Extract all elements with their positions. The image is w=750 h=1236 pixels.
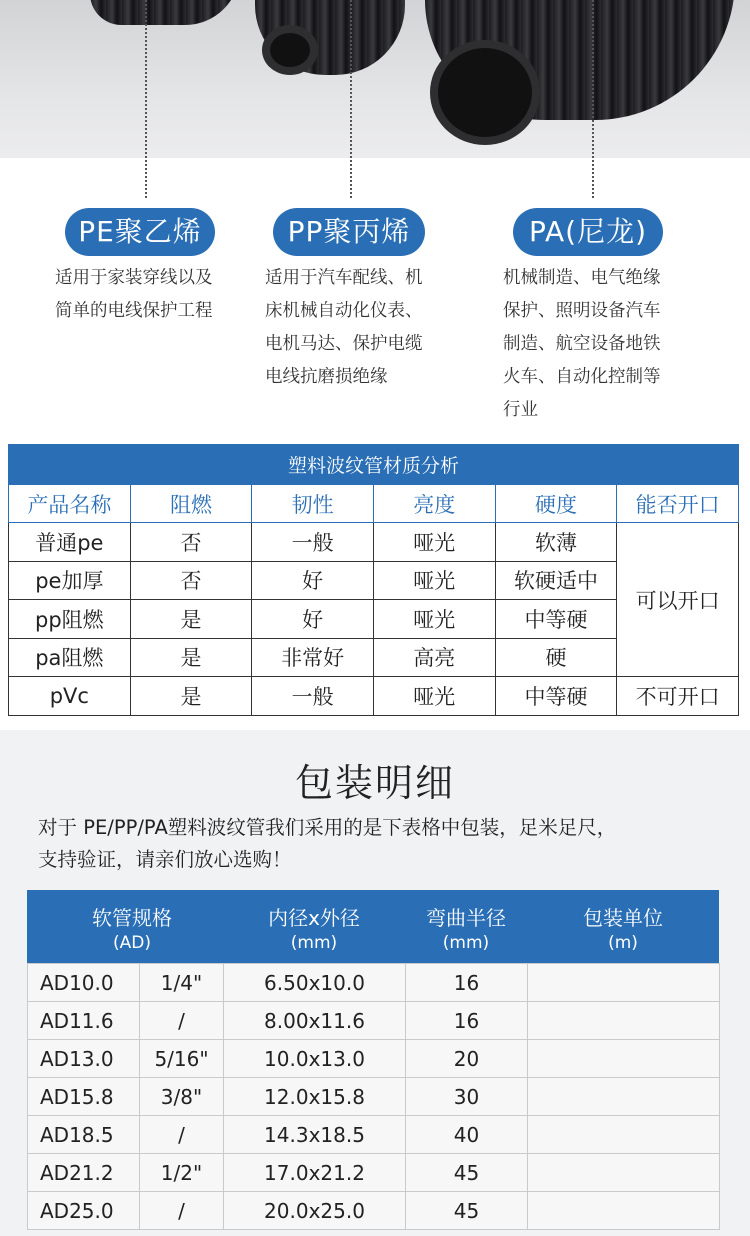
- note-line: 支持验证，请亲们放心选购！: [38, 848, 292, 871]
- table-cell: 中等硬: [495, 677, 617, 716]
- analysis-header-opening: 能否开口: [617, 485, 739, 523]
- table-cell: 是: [130, 638, 252, 677]
- table-cell: 高亮: [373, 638, 495, 677]
- table-cell: 45: [406, 1192, 528, 1230]
- pack-header-unit: (m): [608, 933, 638, 953]
- pointer-line-pa: [592, 0, 594, 198]
- table-cell: 一般: [252, 523, 374, 562]
- pack-header-unit-length: [527, 904, 719, 954]
- pack-header-label: 内径x外径: [268, 906, 360, 930]
- table-cell: 14.3x18.5: [224, 1116, 406, 1154]
- pack-header-unit: (AD): [113, 933, 151, 953]
- table-row: [28, 1002, 720, 1040]
- desc-line: 适用于汽车配线、机: [265, 268, 423, 288]
- analysis-table-title: 塑料波纹管材质分析: [9, 445, 739, 485]
- table-cell: [528, 964, 720, 1002]
- table-cell: [528, 1116, 720, 1154]
- packaging-table-header: [27, 890, 719, 963]
- table-cell: 是: [130, 600, 252, 639]
- packaging-title: 包装明细: [294, 761, 455, 805]
- pointer-line-pe: [145, 0, 147, 198]
- desc-line: 适用于家装穿线以及: [55, 268, 213, 288]
- material-desc-pe: [55, 262, 213, 328]
- packaging-note: [38, 812, 728, 876]
- table-cell: 哑光: [373, 523, 495, 562]
- table-cell: [528, 1002, 720, 1040]
- table-cell: 是: [130, 677, 252, 716]
- table-cell: 5/16": [140, 1040, 224, 1078]
- analysis-header-gloss: 亮度: [373, 485, 495, 523]
- analysis-header-name: 产品名称: [9, 485, 131, 523]
- table-cell: 软硬适中: [495, 561, 617, 600]
- table-cell: AD15.8: [28, 1078, 140, 1116]
- analysis-header-flame: 阻燃: [130, 485, 252, 523]
- table-cell: 16: [406, 1002, 528, 1040]
- table-cell: /: [140, 1116, 224, 1154]
- table-cell: 哑光: [373, 600, 495, 639]
- table-cell: AD13.0: [28, 1040, 140, 1078]
- desc-line: 制造、航空设备地铁: [503, 334, 661, 354]
- table-cell: 10.0x13.0: [224, 1040, 406, 1078]
- material-desc-pa: [503, 262, 661, 427]
- table-row: [28, 1192, 720, 1230]
- table-cell: 12.0x15.8: [224, 1078, 406, 1116]
- table-cell: 3/8": [140, 1078, 224, 1116]
- desc-line: 简单的电线保护工程: [55, 301, 213, 321]
- table-row: [28, 964, 720, 1002]
- pack-header-radius: [405, 904, 527, 954]
- tube-end-2: [262, 25, 318, 75]
- material-badge-pe: PE聚乙烯: [65, 208, 215, 256]
- opening-merged-cell: 可以开口: [617, 523, 739, 677]
- pack-header-spec: [27, 904, 237, 954]
- table-cell: 6.50x10.0: [224, 964, 406, 1002]
- table-row: [28, 1116, 720, 1154]
- table-cell: AD21.2: [28, 1154, 140, 1192]
- table-cell: pVc: [9, 677, 131, 716]
- pack-header-diameter: [223, 904, 405, 954]
- table-cell: /: [140, 1002, 224, 1040]
- desc-line: 电机马达、保护电缆: [265, 334, 423, 354]
- table-row: [28, 1154, 720, 1192]
- table-row: [28, 1078, 720, 1116]
- table-cell: 否: [130, 561, 252, 600]
- table-cell: 硬: [495, 638, 617, 677]
- desc-line: 床机械自动化仪表、: [265, 301, 423, 321]
- table-cell: 1/2": [140, 1154, 224, 1192]
- table-cell: 非常好: [252, 638, 374, 677]
- table-cell: 软薄: [495, 523, 617, 562]
- table-cell: AD10.0: [28, 964, 140, 1002]
- table-cell: 否: [130, 523, 252, 562]
- table-cell: /: [140, 1192, 224, 1230]
- table-cell: [528, 1040, 720, 1078]
- table-cell: 20: [406, 1040, 528, 1078]
- material-analysis-table: [8, 444, 739, 716]
- table-cell: 普通pe: [9, 523, 131, 562]
- packaging-table: [27, 963, 720, 1230]
- table-cell: AD18.5: [28, 1116, 140, 1154]
- table-cell: [528, 1154, 720, 1192]
- table-cell: AD11.6: [28, 1002, 140, 1040]
- pack-header-label: 软管规格: [92, 906, 172, 930]
- table-cell: 30: [406, 1078, 528, 1116]
- desc-line: 火车、自动化控制等: [503, 367, 661, 387]
- table-cell: 中等硬: [495, 600, 617, 639]
- table-cell: 17.0x21.2: [224, 1154, 406, 1192]
- pack-header-label: 弯曲半径: [426, 906, 506, 930]
- table-cell: 20.0x25.0: [224, 1192, 406, 1230]
- note-line: 对于 PE/PP/PA塑料波纹管我们采用的是下表格中包装，足米足尺，: [38, 816, 617, 839]
- product-photo: [0, 0, 750, 158]
- desc-line: 行业: [503, 400, 538, 420]
- table-cell: pe加厚: [9, 561, 131, 600]
- table-cell: 哑光: [373, 677, 495, 716]
- table-cell: 哑光: [373, 561, 495, 600]
- table-cell: 好: [252, 600, 374, 639]
- analysis-header-toughness: 韧性: [252, 485, 374, 523]
- tube-end-3: [430, 40, 540, 145]
- table-cell: [528, 1078, 720, 1116]
- tube-image-1: [90, 0, 240, 25]
- table-cell: 8.00x11.6: [224, 1002, 406, 1040]
- pack-header-unit: (mm): [290, 933, 338, 953]
- desc-line: 保护、照明设备汽车: [503, 301, 661, 321]
- table-cell: 1/4": [140, 964, 224, 1002]
- table-row: [9, 677, 739, 716]
- material-badge-pp: PP聚丙烯: [273, 208, 425, 256]
- desc-line: 机械制造、电气绝缘: [503, 268, 661, 288]
- analysis-header-hardness: 硬度: [495, 485, 617, 523]
- desc-line: 电线抗磨损绝缘: [265, 367, 388, 387]
- pointer-line-pp: [350, 0, 352, 198]
- table-cell: 16: [406, 964, 528, 1002]
- table-cell: [528, 1192, 720, 1230]
- table-cell: 一般: [252, 677, 374, 716]
- table-cell: AD25.0: [28, 1192, 140, 1230]
- table-cell: 45: [406, 1154, 528, 1192]
- material-desc-pp: [265, 262, 423, 394]
- table-row: [9, 523, 739, 562]
- table-row: [28, 1040, 720, 1078]
- pack-header-label: 包装单位: [583, 906, 663, 930]
- material-badge-pa: PA(尼龙): [513, 208, 663, 256]
- table-cell: 好: [252, 561, 374, 600]
- table-cell: pp阻燃: [9, 600, 131, 639]
- table-cell: pa阻燃: [9, 638, 131, 677]
- opening-last-cell: 不可开口: [617, 677, 739, 716]
- pack-header-unit: (mm): [442, 933, 490, 953]
- table-cell: 40: [406, 1116, 528, 1154]
